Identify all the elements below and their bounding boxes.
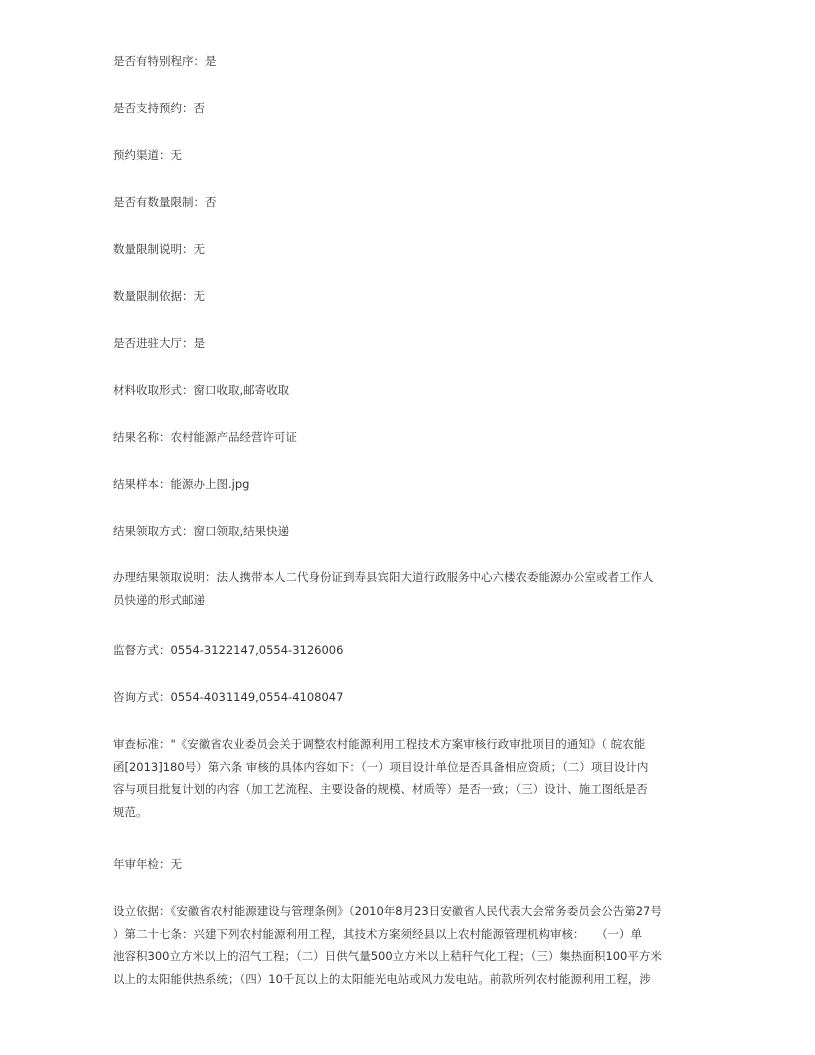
supervision-contact: 监督方式：0554-3122147,0554-3126006: [113, 643, 344, 657]
annual-review: 年审年检：无: [113, 857, 182, 871]
review-standard-line: 函[2013]180号）第六条 审核的具体内容如下：（一）项目设计单位是否具备相应资质；（二）项目设计内: [113, 759, 649, 774]
field-quantity-limit-description: 数量限制说明：无: [113, 242, 205, 256]
review-standard-paragraph: [113, 733, 648, 823]
consultation-contact: 咨询方式：0554-4031149,0554-4108047: [113, 690, 344, 704]
legal-basis-line: ）第二十七条：兴建下列农村能源利用工程，其技术方案须经县以上农村能源管理机构审核： （一）单: [113, 926, 642, 941]
review-standard-line: 容与项目批复计划的内容（加工艺流程、主要设备的规模、材质等）是否一致；（三）设计、施工图纸是否: [113, 782, 648, 796]
result-explanation-line: 办理结果领取说明：法人携带本人二代身份证到寿县宾阳大道行政服务中心六楼农委能源办公室或者工作人: [113, 570, 654, 584]
result-explanation-paragraph: [113, 566, 654, 611]
legal-basis-paragraph: [113, 900, 662, 990]
field-result-sample: 结果样本：能源办上图.jpg: [113, 477, 250, 491]
legal-basis-line: 池容积300立方米以上的沼气工程；（二）日供气量500立方米以上秸秆气化工程；（三）集热面积100平方米: [113, 949, 662, 963]
field-quantity-limit-basis: 数量限制依据：无: [113, 289, 205, 303]
review-standard-line: 审查标准："《安徽省农业委员会关于调整农村能源利用工程技术方案审核行政审批项目的通知》（ 皖农能: [113, 737, 646, 751]
field-result-pickup-method: 结果领取方式：窗口领取,结果快递: [113, 524, 290, 538]
review-standard-line: 规范。: [113, 804, 148, 819]
field-special-procedure: 是否有特别程序：是: [113, 54, 217, 68]
legal-basis-line: 设立依据：《安徽省农村能源建设与管理条例》（2010年8月23日安徽省人民代表大会常务委员会公告第27号: [113, 904, 662, 918]
field-quantity-limit: 是否有数量限制：否: [113, 195, 217, 209]
field-result-name: 结果名称：农村能源产品经营许可证: [113, 430, 297, 444]
legal-basis-line: 以上的太阳能供热系统；（四）10千瓦以上的太阳能光电站或风力发电站。前款所列农村能源利用工程，涉: [113, 971, 651, 986]
field-material-collection: 材料收取形式：窗口收取,邮寄收取: [113, 383, 290, 397]
field-in-service-hall: 是否进驻大厅：是: [113, 336, 205, 350]
field-appointment-support: 是否支持预约：否: [113, 101, 205, 115]
field-appointment-channel: 预约渠道：无: [113, 148, 182, 162]
result-explanation-line: 员快递的形式邮递: [113, 592, 205, 607]
